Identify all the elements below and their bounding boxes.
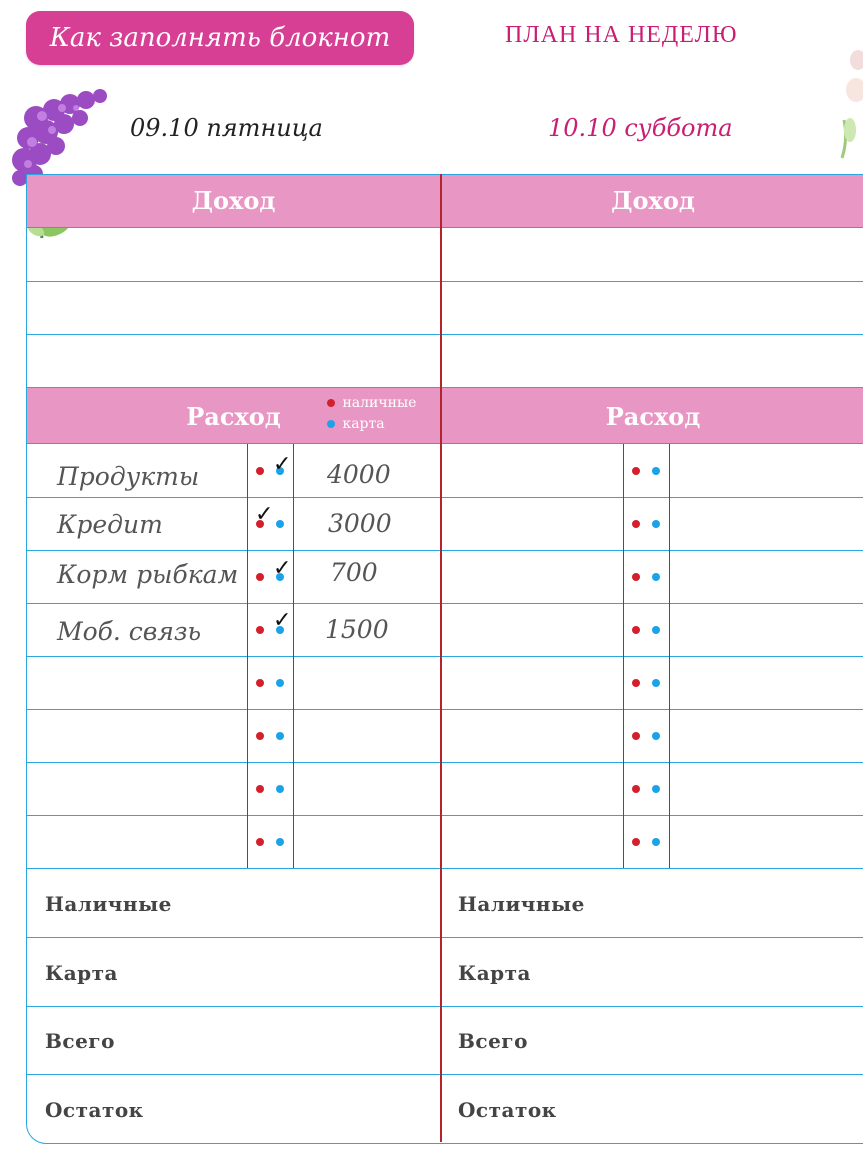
- legend-cash: [327, 395, 416, 411]
- payment-method-dots[interactable]: [627, 726, 673, 746]
- income-header-left: Доход: [191, 186, 276, 215]
- page-title: ПЛАН НА НЕДЕЛЮ: [505, 22, 738, 48]
- payment-method-dots[interactable]: [627, 567, 673, 587]
- legend-cash-label: наличные: [342, 395, 417, 411]
- payment-method-dots[interactable]: [627, 832, 673, 852]
- cash-dot-icon: [327, 399, 335, 407]
- check-mark-icon: ✓: [273, 452, 292, 477]
- income-header-row: [27, 174, 863, 228]
- flower-petal-icon: [836, 40, 863, 160]
- expense-amount: 3000: [328, 509, 392, 538]
- income-header-right: Доход: [611, 186, 695, 215]
- summary-cash-right: Наличные: [458, 892, 585, 916]
- summary-card-right: Карта: [458, 961, 531, 985]
- expense-amount: 4000: [327, 460, 391, 489]
- weekly-plan-table: [26, 174, 863, 1144]
- summary-balance-right: Остаток: [458, 1098, 557, 1122]
- day-label-friday: 09.10 пятница: [130, 114, 323, 142]
- expense-header-right: Расход: [605, 402, 701, 431]
- payment-method-dots[interactable]: [251, 673, 297, 693]
- expense-name: Моб. связь: [57, 617, 202, 646]
- legend-card-label: карта: [342, 416, 385, 432]
- payment-method-dots[interactable]: [251, 779, 297, 799]
- summary-cash-left: Наличные: [45, 892, 172, 916]
- payment-method-dots[interactable]: [627, 461, 673, 481]
- expense-amount: 1500: [325, 615, 389, 644]
- payment-method-dots[interactable]: [251, 726, 297, 746]
- payment-method-dots[interactable]: [627, 673, 673, 693]
- payment-method-dots[interactable]: [251, 832, 297, 852]
- expense-name: Продукты: [57, 462, 200, 491]
- expense-header-row: [27, 387, 863, 444]
- payment-method-dots[interactable]: [627, 779, 673, 799]
- expense-amount: 700: [330, 558, 378, 587]
- how-to-fill-button[interactable]: Как заполнять блокнот: [26, 11, 414, 65]
- expense-name: Корм рыбкам: [57, 560, 239, 589]
- summary-total-right: Всего: [458, 1029, 528, 1053]
- summary-total-left: Всего: [45, 1029, 115, 1053]
- summary-card-left: Карта: [45, 961, 118, 985]
- card-dot-icon: [327, 420, 335, 428]
- payment-method-dots[interactable]: [627, 620, 673, 640]
- day-label-saturday: 10.10 суббота: [548, 114, 733, 142]
- legend-card: [327, 416, 385, 432]
- summary-balance-left: Остаток: [45, 1098, 144, 1122]
- expense-header-left: Расход: [186, 402, 281, 431]
- day-column-divider: [440, 174, 442, 1142]
- check-mark-icon: ✓: [255, 502, 274, 527]
- expense-name: Кредит: [57, 510, 163, 539]
- check-mark-icon: ✓: [273, 608, 292, 633]
- check-mark-icon: ✓: [273, 556, 292, 581]
- payment-method-dots[interactable]: [627, 514, 673, 534]
